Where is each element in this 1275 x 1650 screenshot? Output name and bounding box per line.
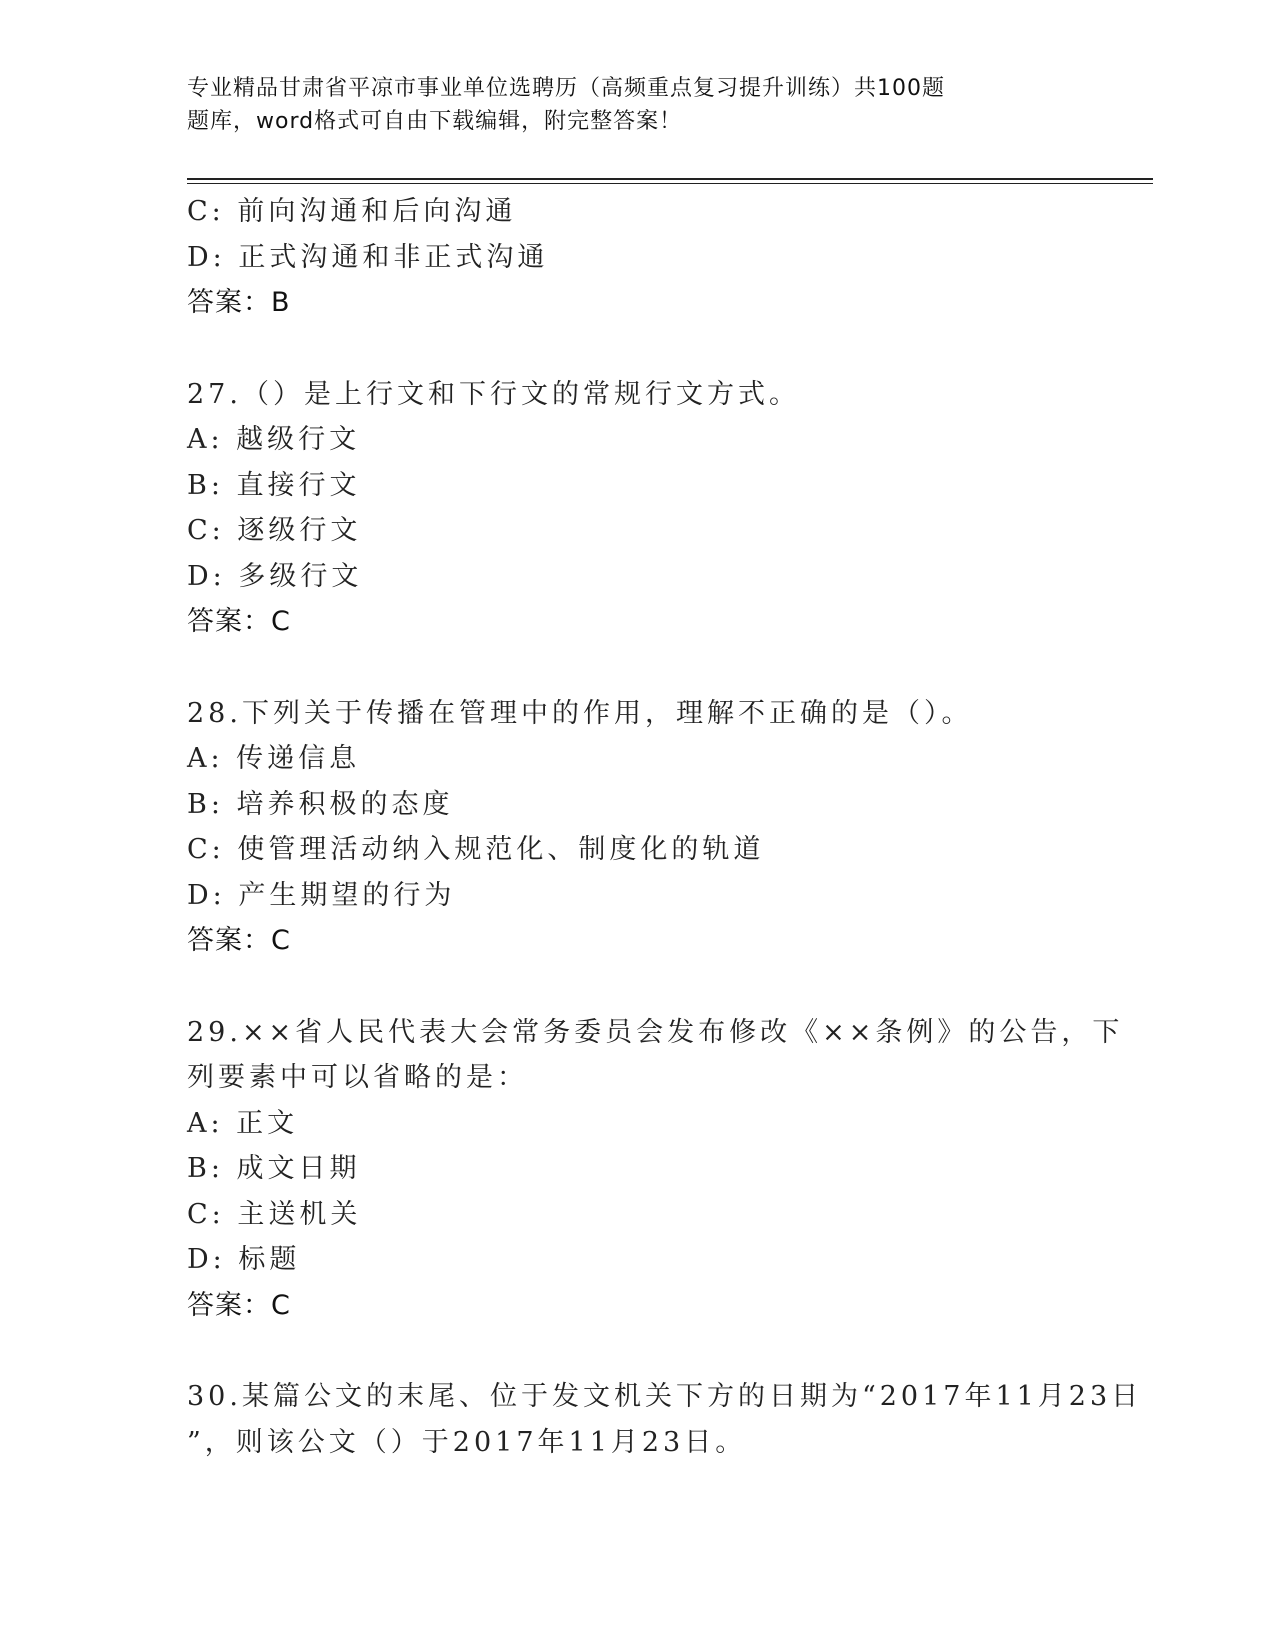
question-text-line-2: ”，则该公文（）于2017年11月23日。 bbox=[187, 1426, 747, 1458]
option-d: D: 正式沟通和非正式沟通 bbox=[187, 241, 549, 273]
header-title-line-1: 专业精品甘肃省平凉市事业单位选聘历（高频重点复习提升训练）共100题 bbox=[187, 76, 945, 101]
spacer bbox=[187, 326, 1087, 372]
question-block-28 bbox=[187, 691, 1087, 964]
question-block-30 bbox=[187, 1374, 1143, 1465]
spacer bbox=[187, 645, 1087, 691]
option-a: A: 越级行文 bbox=[187, 424, 361, 455]
question-text-line-2: 列要素中可以省略的是： bbox=[187, 1062, 528, 1093]
option-b: B: 直接行文 bbox=[187, 469, 361, 501]
option-d: D: 多级行文 bbox=[187, 560, 363, 592]
header-divider-thick bbox=[187, 178, 1153, 180]
option-c: C: 主送机关 bbox=[187, 1198, 362, 1230]
option-b: B: 成文日期 bbox=[187, 1153, 361, 1184]
spacer bbox=[187, 964, 1087, 1010]
option-c: C: 使管理活动纳入规范化、制度化的轨道 bbox=[187, 834, 765, 865]
option-d: D: 产生期望的行为 bbox=[187, 879, 456, 911]
question-block-27 bbox=[187, 372, 1087, 645]
question-text: 27.（）是上行文和下行文的常规行文方式。 bbox=[187, 378, 800, 410]
question-block-26 bbox=[187, 189, 1087, 326]
answer-line: 答案：C bbox=[187, 1289, 291, 1321]
option-c: C: 逐级行文 bbox=[187, 515, 362, 546]
question-list bbox=[187, 189, 1143, 1465]
answer-line: 答案：B bbox=[187, 287, 291, 318]
option-d: D: 标题 bbox=[187, 1244, 301, 1275]
option-c: C: 前向沟通和后向沟通 bbox=[187, 196, 517, 227]
header-divider-thin bbox=[187, 183, 1153, 184]
header-title-line-2: 题库，word格式可自由下载编辑，附完整答案！ bbox=[187, 109, 683, 134]
question-text-line-1: 30.某篇公文的末尾、位于发文机关下方的日期为“2017年11月23日 bbox=[187, 1381, 1143, 1412]
option-a: A: 正文 bbox=[187, 1107, 299, 1139]
spacer bbox=[187, 1328, 1087, 1374]
option-a: A: 传递信息 bbox=[187, 743, 361, 774]
document-header bbox=[187, 72, 1087, 138]
question-text: 28.下列关于传播在管理中的作用，理解不正确的是（）。 bbox=[187, 697, 973, 729]
question-text-line-1: 29.××省人民代表大会常务委员会发布修改《××条例》的公告，下 bbox=[187, 1016, 1124, 1048]
question-block-29 bbox=[187, 1010, 1124, 1329]
option-b: B: 培养积极的态度 bbox=[187, 788, 454, 820]
answer-line: 答案：C bbox=[187, 606, 291, 637]
answer-line: 答案：C bbox=[187, 925, 291, 956]
